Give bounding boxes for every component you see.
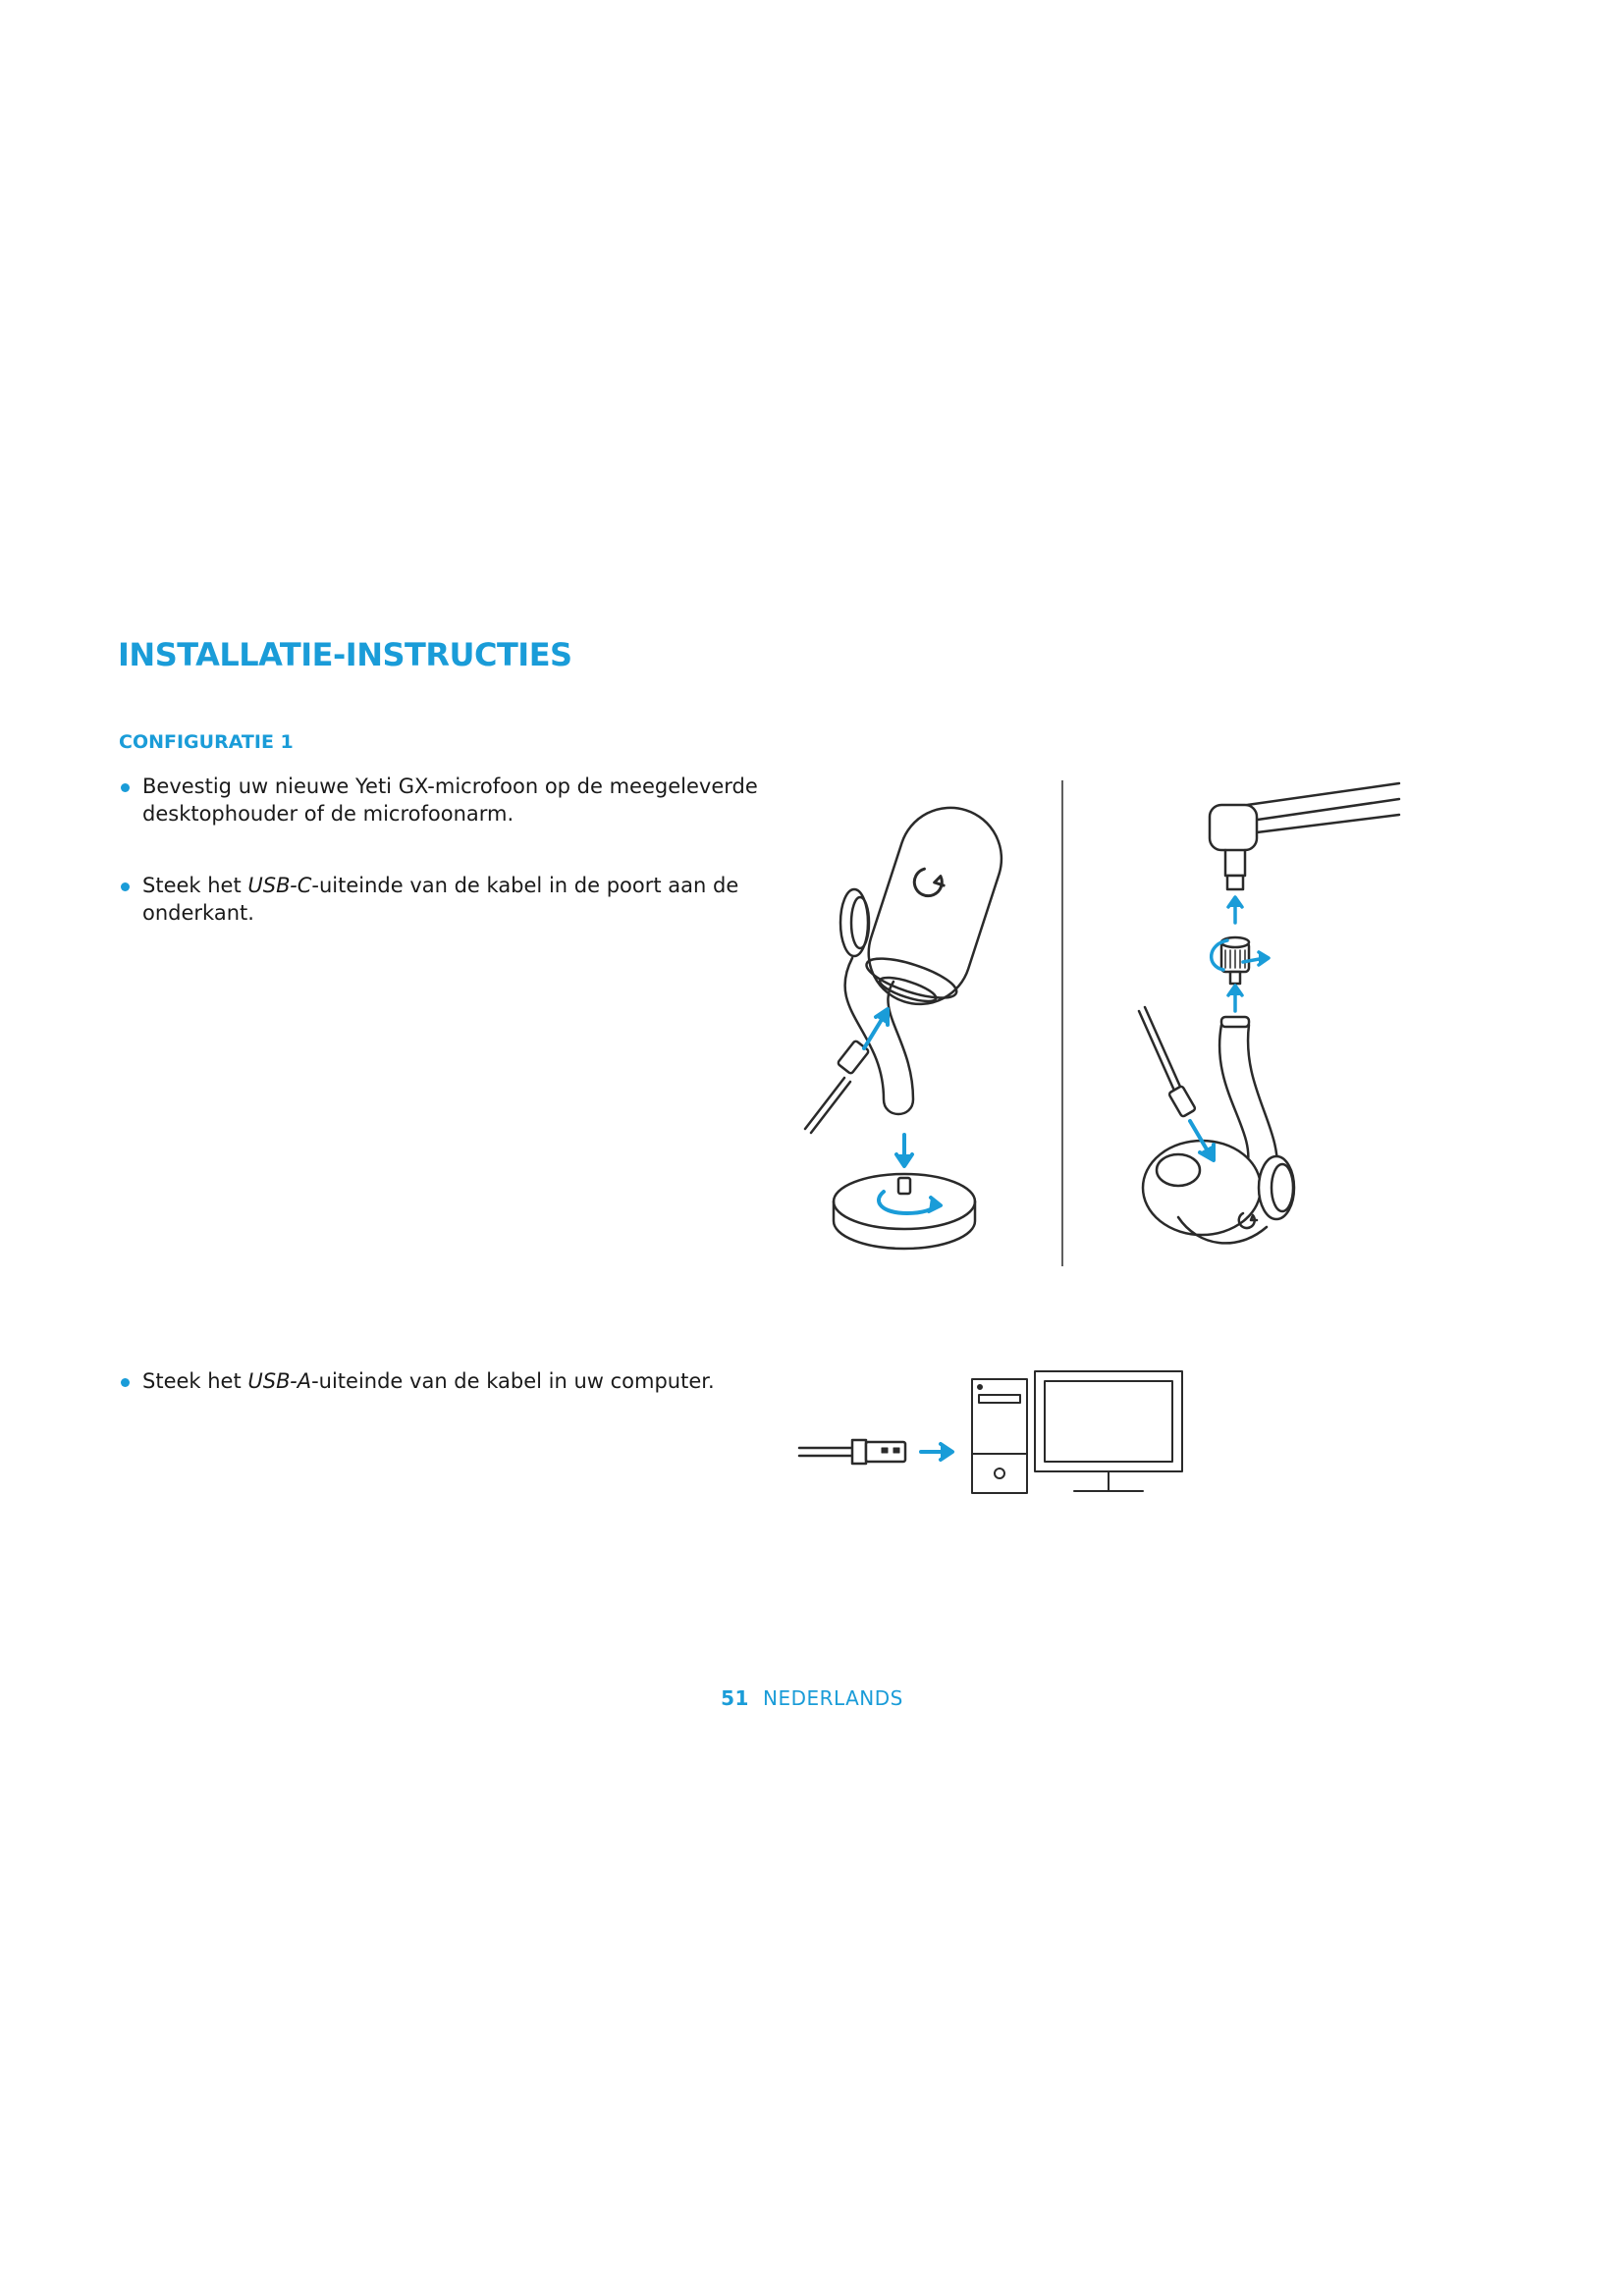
bullet-icon [121,1378,130,1387]
microphone-icon [840,794,1014,1114]
arrow-up-icon [864,1009,888,1048]
step-3-text: Steek het USB-A-uiteinde van de kabel in uw computer. [142,1369,715,1393]
page-title: INSTALLATIE-INSTRUCTIES [118,636,572,673]
step-3 [119,1367,786,1395]
computer-tower-icon [972,1379,1027,1493]
computer-illustration [795,1360,1188,1497]
boom-arm-illustration [1119,775,1414,1276]
step-1-text: Bevestig uw nieuwe Yeti GX-microfoon op de meegeleverde desktophouder of de microfoonarm. [142,774,758,826]
monitor-icon [1035,1371,1182,1491]
step-1 [119,773,786,828]
arrow-right-icon [921,1444,952,1460]
arrow-up-icon [1228,897,1242,923]
step-2 [119,872,786,927]
arrow-up-icon [1228,986,1242,1011]
arrow-down-icon [896,1135,912,1166]
step-2-text: Steek het USB-C-uiteinde van de kabel in de poort aan de onderkant. [142,874,739,925]
section-title: CONFIGURATIE 1 [119,731,294,753]
footer-language: NEDERLANDS [762,1686,903,1710]
usb-c-cable-icon [1139,1007,1196,1117]
boom-arm-icon [1210,783,1399,889]
bullet-icon [121,882,130,891]
page-number: 51 [721,1686,749,1710]
divider-line [1060,780,1064,1266]
bullet-icon [121,783,130,792]
usb-a-cable-icon [799,1440,905,1464]
page-footer [0,1686,1624,1710]
usb-c-cable-icon [805,1041,869,1133]
desktop-stand-illustration [785,785,1080,1276]
